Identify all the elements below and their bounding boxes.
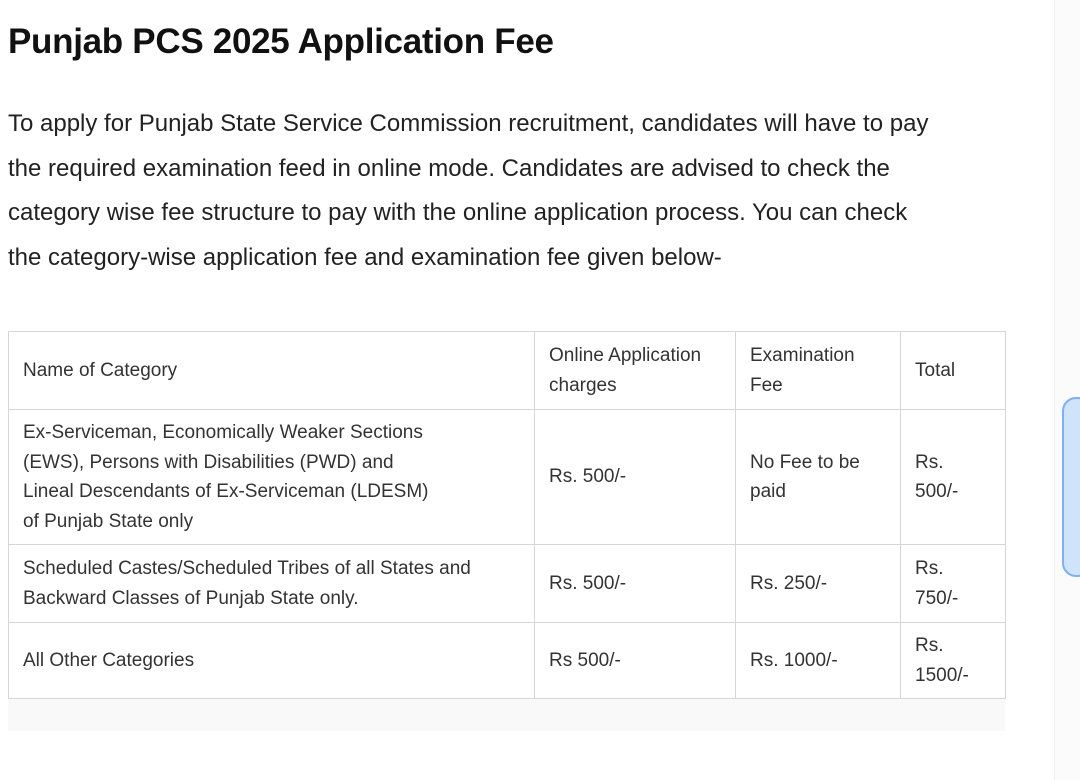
exam-fee-cell: Rs. 250/- <box>736 545 901 623</box>
category-cell: Scheduled Castes/Scheduled Tribes of all States and Backward Classes of Punjab State only. <box>9 545 535 623</box>
exam-fee-cell: Rs. 1000/- <box>736 623 901 699</box>
table-header-row <box>9 332 1006 410</box>
online-charges-cell: Rs. 500/- <box>535 545 736 623</box>
table-row <box>9 410 1006 545</box>
fee-table-container <box>8 331 1005 731</box>
header-cell-online-charges: Online Application charges <box>535 332 736 410</box>
online-charges-cell: Rs 500/- <box>535 623 736 699</box>
header-cell-exam-fee: Examination Fee <box>736 332 901 410</box>
right-gutter <box>1054 0 1080 780</box>
intro-paragraph: To apply for Punjab State Service Commission recruitment, candidates will have to pay the required examination feed in online mode. Candidates are advised to check the category wise fee structure to pay with the online application process. You can check the category-wise application fee and examination fee given below- <box>8 110 929 271</box>
total-cell: Rs. 1500/- <box>901 623 1006 699</box>
online-charges-cell: Rs. 500/- <box>535 410 736 545</box>
category-cell: All Other Categories <box>9 623 535 699</box>
header-cell-total: Total <box>901 332 1006 410</box>
fee-table <box>8 331 1006 699</box>
total-cell: Rs. 750/- <box>901 545 1006 623</box>
header-cell-category: Name of Category <box>9 332 535 410</box>
table-row <box>9 545 1006 623</box>
exam-fee-cell: No Fee to be paid <box>736 410 901 545</box>
total-cell: Rs. 500/- <box>901 410 1006 545</box>
table-row <box>9 623 1006 699</box>
page-title: Punjab PCS 2025 Application Fee <box>8 22 554 61</box>
side-scroll-tab[interactable] <box>1062 397 1080 577</box>
category-cell: Ex-Serviceman, Economically Weaker Sections (EWS), Persons with Disabilities (PWD) and Lineal Descendants of Ex-Serviceman (LDESM) of Punjab State only <box>9 410 535 545</box>
